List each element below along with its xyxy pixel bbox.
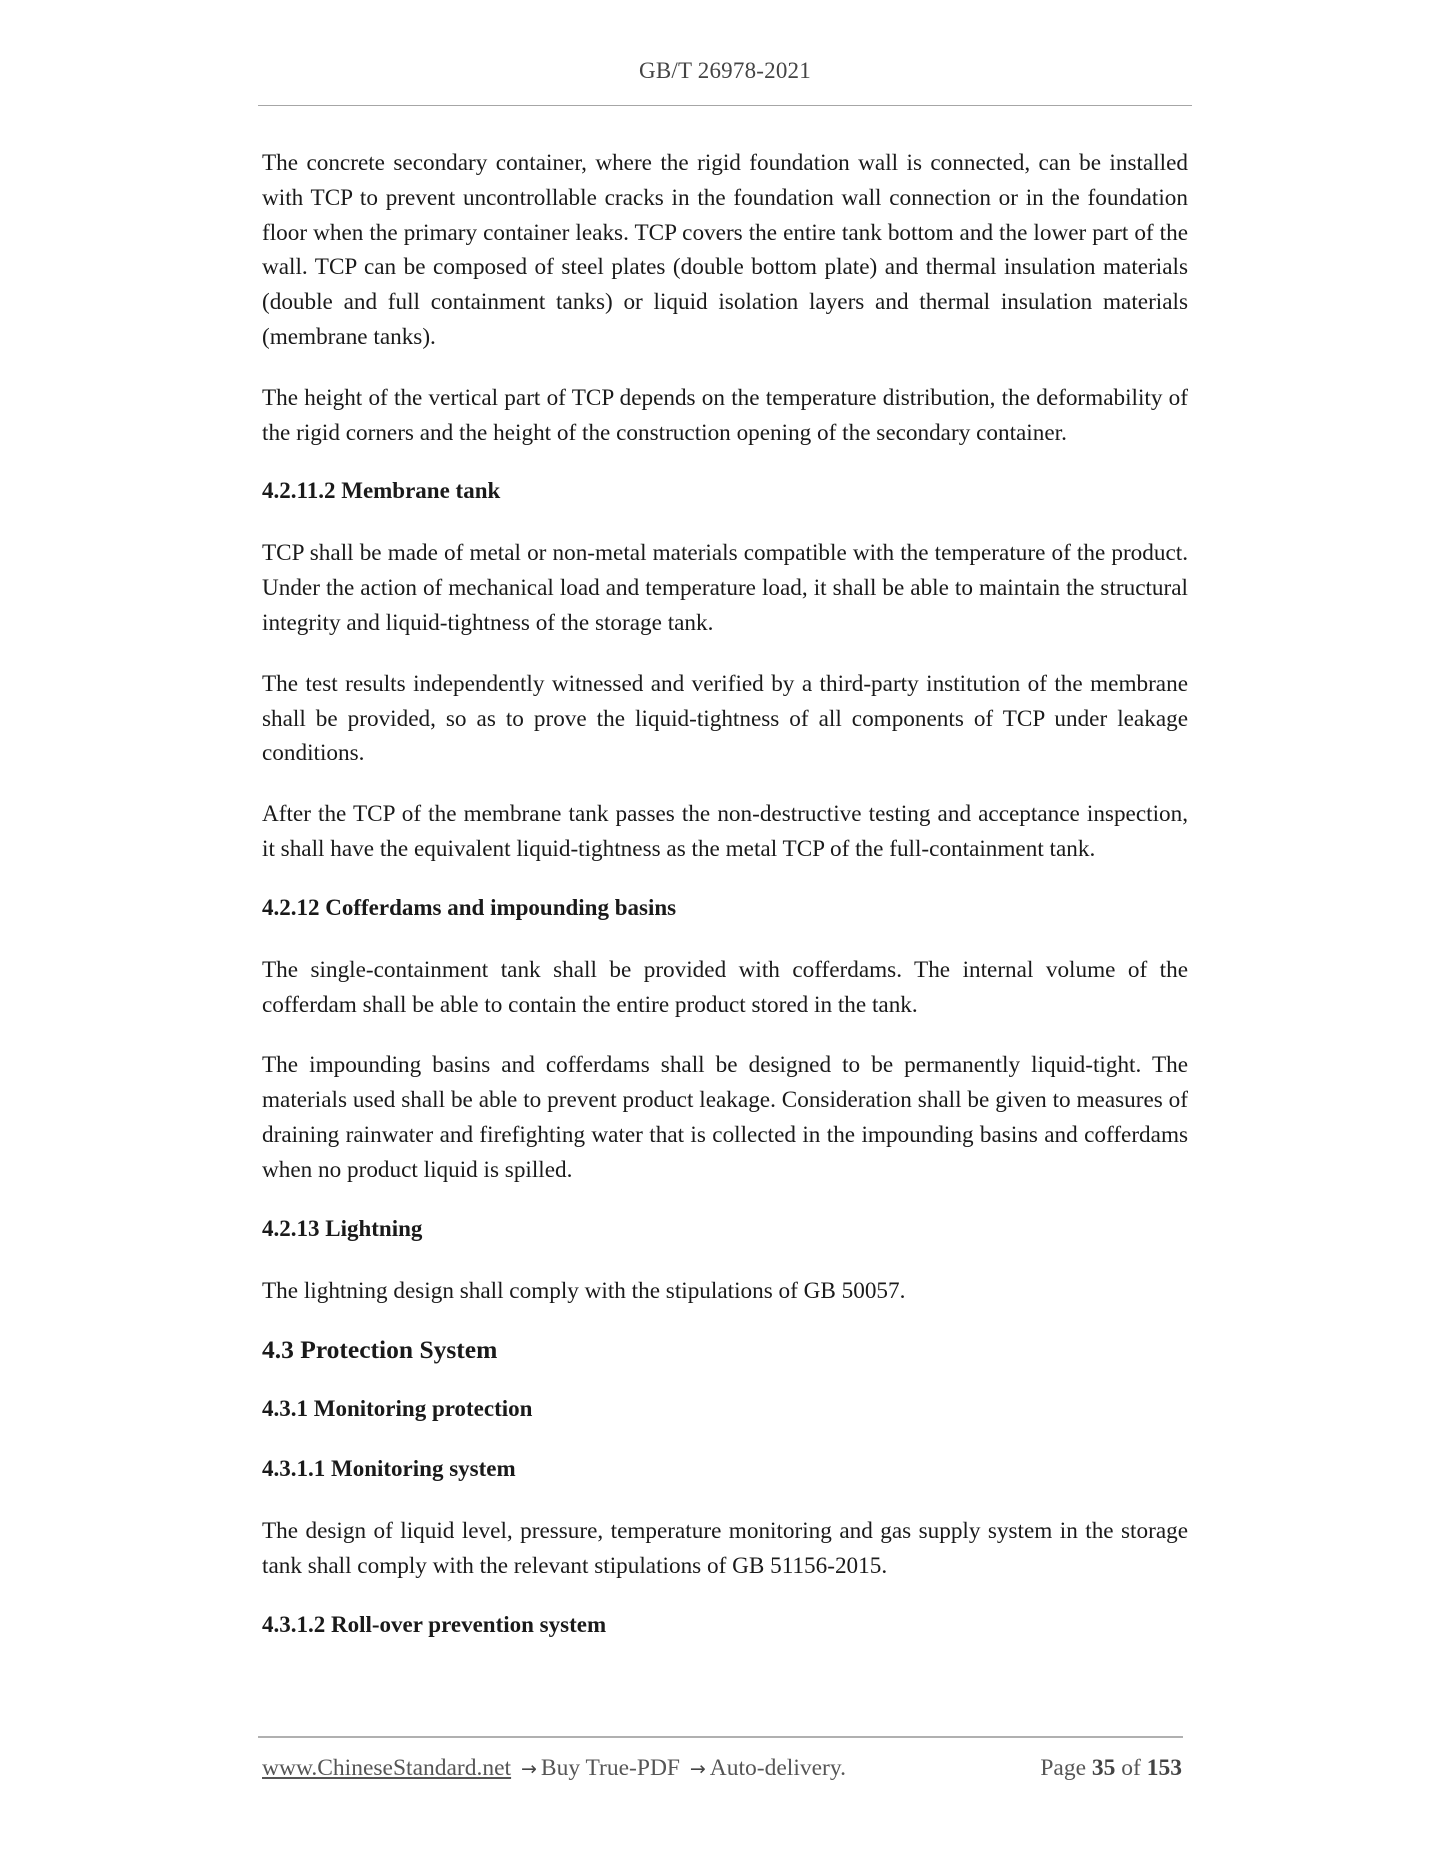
paragraph: The impounding basins and cofferdams shall be designed to be permanently liquid-tight. The materials used shall be able to prevent product leakage. Consideration shall be given to measures of draining rainwater and firefighting water that is collected in the impounding basins and cofferdams when no product liquid is spilled.: [262, 1052, 1188, 1183]
header-divider: [258, 105, 1192, 106]
paragraph: The concrete secondary container, where the rigid foundation wall is connected, can be installed with TCP to prevent uncontrollable cracks in the foundation wall connection or in the foundation floor when the primary container leaks. TCP covers the entire tank bottom and the lower part of the wall. TCP can be composed of steel plates (double bottom plate) and thermal insulation materials (double and full containment tanks) or liquid isolation layers and thermal insulation materials (membrane tanks).: [262, 150, 1188, 350]
section-heading-4-2-13: 4.2.13 Lightning: [262, 1215, 423, 1241]
paragraph: After the TCP of the membrane tank passes the non-destructive testing and acceptance inspection, it shall have the equivalent liquid-tightness as the metal TCP of the full-containment tank.: [262, 801, 1188, 862]
chinesestandard-link[interactable]: www.ChineseStandard.net: [262, 1755, 512, 1781]
page-current: 35: [1091, 1755, 1116, 1781]
footer-promo: [262, 1755, 846, 1782]
arrow-right-icon: →: [689, 1758, 706, 1780]
page-of-label: of: [1121, 1755, 1141, 1781]
section-heading-4-3-1-1: 4.3.1.1 Monitoring system: [262, 1456, 516, 1482]
page-number: [1040, 1755, 1182, 1782]
arrow-right-icon: →: [520, 1758, 537, 1780]
paragraph: The design of liquid level, pressure, temperature monitoring and gas supply system in the storage tank shall comply with the relevant stipulations of GB 51156-2015.: [262, 1518, 1188, 1580]
auto-delivery-text: Auto-delivery.: [709, 1755, 846, 1781]
buy-true-pdf-text: Buy True-PDF: [540, 1755, 680, 1781]
paragraph: The single-containment tank shall be provided with cofferdams. The internal volume of the cofferdam shall be able to contain the entire product stored in the tank.: [262, 956, 1188, 1018]
section-heading-4-3-1-2: 4.3.1.2 Roll-over prevention system: [262, 1611, 607, 1637]
page-label: Page: [1040, 1755, 1087, 1781]
section-heading-4-2-11-2: 4.2.11.2 Membrane tank: [262, 478, 501, 504]
section-heading-4-3-1: 4.3.1 Monitoring protection: [262, 1396, 533, 1422]
page-total: 153: [1146, 1755, 1182, 1781]
paragraph: The lightning design shall comply with the stipulations of GB 50057.: [262, 1277, 906, 1304]
paragraph: The height of the vertical part of TCP depends on the temperature distribution, the deformability of the rigid corners and the height of the construction opening of the secondary container.: [262, 384, 1188, 446]
section-heading-4-2-12: 4.2.12 Cofferdams and impounding basins: [262, 894, 677, 920]
footer-divider: [258, 1736, 1183, 1738]
document-id-header: GB/T 26978-2021: [639, 58, 811, 83]
document-body: [262, 146, 1188, 1670]
paragraph: TCP shall be made of metal or non-metal materials compatible with the temperature of the product. Under the action of mechanical load and temperature load, it shall be able to maintain the structural integrity and liquid-tightness of the storage tank.: [262, 540, 1188, 636]
paragraph: The test results independently witnessed and verified by a third-party institution of the membrane shall be provided, so as to prove the liquid-tightness of all components of TCP under leakage conditions.: [262, 670, 1188, 767]
page-footer: [262, 1755, 1182, 1782]
section-heading-4-3: 4.3 Protection System: [262, 1335, 498, 1365]
